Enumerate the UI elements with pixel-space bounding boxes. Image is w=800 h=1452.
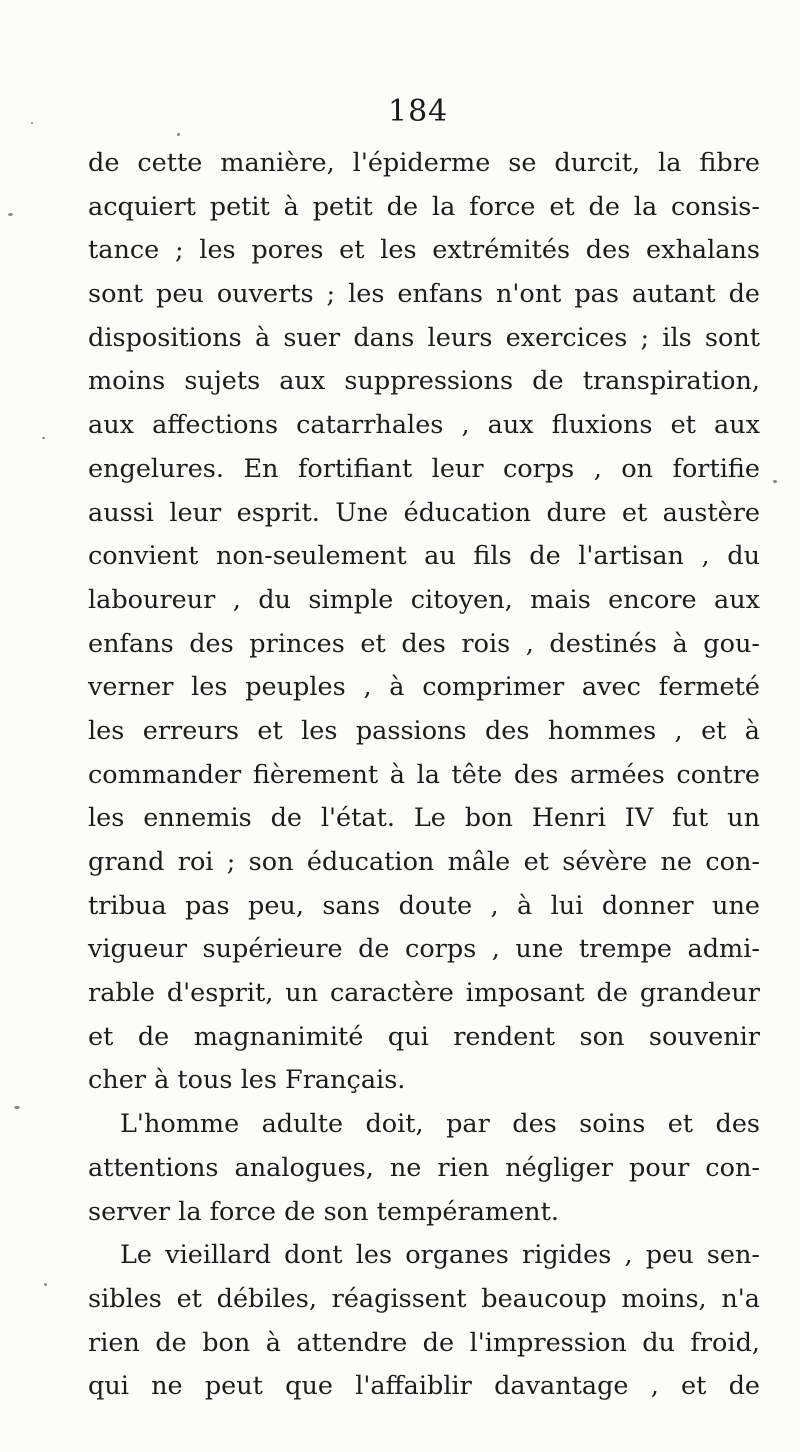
- text-line: et de magnanimité qui rendent son souvenir: [88, 1021, 760, 1052]
- text-line: commander fièrement à la tête des armées contre: [88, 759, 760, 790]
- text-line: tance ; les pores et les extrémités des exhalans: [88, 235, 760, 266]
- text-line: les ennemis de l'état. Le bon Henri IV fut un: [88, 803, 760, 834]
- text-line: verner les peuples , à comprimer avec fermeté: [88, 672, 760, 703]
- text-line: Le vieillard dont les organes rigides , peu sen-: [120, 1240, 760, 1271]
- paper-speck: [31, 122, 33, 124]
- text-line: convient non-seulement au fils de l'artisan , du: [88, 541, 760, 572]
- text-line: qui ne peut que l'affaiblir davantage , et de: [88, 1371, 760, 1402]
- paper-speck: [177, 133, 180, 136]
- text-line: sibles et débiles, réagissent beaucoup moins, n'a: [88, 1283, 760, 1314]
- text-line: attentions analogues, ne rien négliger pour con-: [88, 1152, 760, 1183]
- text-line: grand roi ; son éducation mâle et sévère ne con-: [88, 847, 760, 877]
- text-line: cher à tous les Français.: [88, 1065, 406, 1096]
- body-text: [88, 142, 760, 1409]
- text-line: tribua pas peu, sans doute , à lui donner une: [88, 890, 760, 921]
- text-line: vigueur supérieure de corps , une trempe admi-: [88, 934, 760, 965]
- text-line: de cette manière, l'épiderme se durcit, la fibre: [88, 148, 760, 178]
- text-line: laboureur , du simple citoyen, mais encore aux: [88, 584, 760, 615]
- paper-speck: [8, 213, 13, 216]
- page-number: 184: [388, 94, 449, 129]
- text-line: aux affections catarrhales , aux fluxions et aux: [88, 410, 760, 441]
- text-line: rable d'esprit, un caractère imposant de grandeur: [88, 978, 760, 1009]
- paper-speck: [44, 1283, 47, 1286]
- paper-speck: [14, 1106, 20, 1109]
- paper-speck: [42, 437, 45, 439]
- text-line: server la force de son tempérament.: [88, 1196, 559, 1227]
- text-line: aussi leur esprit. Une éducation dure et austère: [88, 497, 760, 528]
- text-line: dispositions à suer dans leurs exercices ; ils sont: [88, 322, 760, 353]
- paper-speck: [773, 480, 777, 483]
- text-line: L'homme adulte doit, par des soins et des: [120, 1109, 760, 1140]
- text-line: sont peu ouverts ; les enfans n'ont pas autant de: [88, 279, 760, 310]
- text-line: moins sujets aux suppressions de transpiration,: [88, 366, 760, 397]
- text-line: rien de bon à attendre de l'impression du froid,: [88, 1327, 760, 1358]
- text-line: engelures. En fortifiant leur corps , on fortifie: [88, 453, 760, 484]
- text-line: les erreurs et les passions des hommes , et à: [88, 715, 760, 746]
- text-line: acquiert petit à petit de la force et de la consis-: [88, 191, 760, 222]
- text-line: enfans des princes et des rois , destinés à gou-: [88, 628, 760, 659]
